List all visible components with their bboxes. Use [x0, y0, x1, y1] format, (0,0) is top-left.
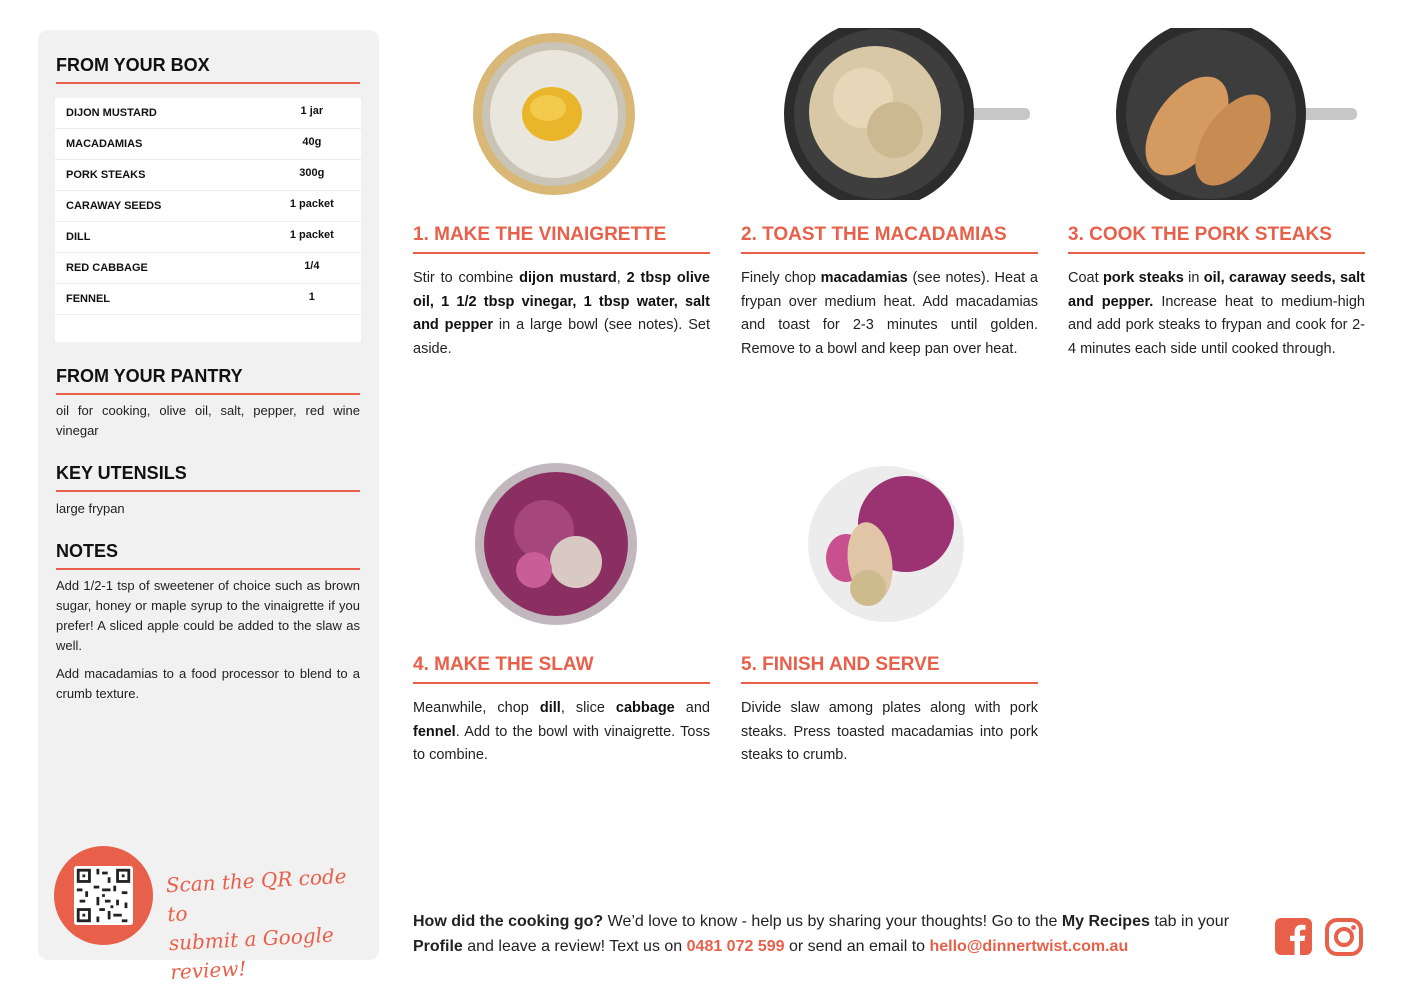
step-5-title: 5. FINISH AND SERVE: [741, 654, 1038, 684]
step-text-run: , slice: [560, 700, 616, 716]
step-bold-run: 2 tbsp olive oil, 1 1/2 tbsp vinegar, 1 tbsp water, salt and pepper: [413, 270, 710, 333]
note-2: Add macadamias to a food processor to blend to a crumb texture.: [56, 666, 360, 701]
step-text-run: . Add to the bowl with vinaigrette. Toss to combine.: [413, 723, 710, 763]
macadamias-frypan-photo: [783, 28, 1033, 200]
step-text-run: (see notes). Heat a frypan over medium heat. Add macadamias and toast for 2-3 minutes until golden. Remove to a bowl and keep pan over heat.: [741, 270, 1038, 357]
step-2-text: [741, 267, 1038, 361]
phone-link[interactable]: 0481 072 599: [686, 938, 785, 955]
facebook-icon[interactable]: [1275, 918, 1312, 955]
utensils-title: KEY UTENSILS: [56, 463, 360, 492]
box-item-name: DIJON MUSTARD: [66, 107, 157, 119]
step-bold-run: dijon mustard: [519, 270, 617, 286]
qr-caption: [165, 861, 371, 987]
step-text-run: Meanwhile, chop: [413, 700, 540, 716]
box-item-row: [55, 222, 361, 253]
step-bold-run: fennel: [413, 723, 456, 740]
step-text-run: ,: [616, 270, 627, 286]
step-text-run: and: [674, 700, 710, 716]
step-text-run: Finely chop: [741, 270, 821, 286]
qr-code-icon[interactable]: [74, 866, 133, 925]
box-item-name: DILL: [66, 231, 91, 243]
box-item-qty: 1: [308, 291, 315, 303]
step-bold-run: oil, caraway seeds, salt and pepper.: [1068, 270, 1365, 310]
box-ingredients-table: [55, 98, 361, 342]
feedback-footer: [413, 909, 1263, 959]
pantry-title: FROM YOUR PANTRY: [56, 366, 360, 395]
box-item-qty: 1 packet: [289, 229, 334, 241]
box-item-row: [55, 160, 361, 191]
utensils-text: large frypan: [56, 501, 125, 516]
step-text-run: Coat: [1068, 270, 1103, 286]
note-1: Add 1/2-1 tsp of sweetener of choice such as brown sugar, honey or maple syrup to the vinaigrette if you prefer! A sliced apple could be added to the slaw as well.: [56, 578, 360, 653]
email-link[interactable]: hello@dinnertwist.com.au: [929, 938, 1129, 955]
pantry-text: oil for cooking, olive oil, salt, pepper, red wine vinegar: [56, 403, 360, 438]
step-text-run: Stir to combine: [413, 270, 520, 286]
box-item-name: FENNEL: [66, 293, 110, 305]
qr-caption-line-1: Scan the QR code to: [165, 863, 348, 927]
footer-text-run: and leave a review! Text us on: [462, 938, 687, 955]
box-item-name: RED CABBAGE: [66, 262, 148, 274]
step-text-run: in a large bowl (see notes). Set aside.: [413, 317, 710, 357]
qr-caption-line-2: submit a Google review!: [168, 922, 335, 985]
box-item-row: [55, 129, 361, 160]
ingredients-sidebar: [38, 30, 379, 985]
vinaigrette-bowl-photo: [470, 30, 638, 198]
step-1-text: [413, 267, 710, 361]
step-text-run: Divide slaw among plates along with pork steaks. Press toasted macadamias into pork steaks to crumb.: [741, 700, 1038, 763]
box-item-qty: 1 jar: [300, 105, 324, 117]
box-item-qty: 300g: [299, 167, 325, 179]
box-item-name: PORK STEAKS: [66, 169, 146, 181]
step-bold-run: cabbage: [615, 700, 675, 716]
step-bold-run: macadamias: [820, 270, 908, 286]
pork-steaks-frypan-photo: [1115, 28, 1360, 200]
box-item-row: [55, 284, 361, 315]
step-1-title: 1. MAKE THE VINAIGRETTE: [413, 224, 710, 254]
step-bold-run: dill: [539, 700, 561, 716]
finished-dish-photo: [806, 458, 968, 626]
box-item-qty: 1/4: [304, 260, 320, 272]
footer-text-run: We’d love to know - help us by sharing your thoughts! Go to the: [603, 913, 1062, 930]
step-5-text: [741, 697, 1038, 768]
instagram-icon[interactable]: [1325, 918, 1363, 956]
slaw-bowl-photo: [474, 460, 638, 628]
notes-title: NOTES: [56, 541, 360, 570]
step-bold-run: pork steaks: [1102, 270, 1184, 286]
qr-badge: [54, 846, 153, 945]
step-4-text: [413, 697, 710, 768]
step-text-run: in: [1183, 270, 1204, 286]
box-item-name: CARAWAY SEEDS: [66, 200, 162, 212]
step-3-text: [1068, 267, 1365, 361]
step-3-title: 3. COOK THE PORK STEAKS: [1068, 224, 1365, 254]
box-item-qty: 1 packet: [289, 198, 334, 210]
step-2-title: 2. TOAST THE MACADAMIAS: [741, 224, 1038, 254]
from-box-title: FROM YOUR BOX: [56, 55, 360, 84]
footer-bold-run: Profile: [413, 938, 463, 955]
step-4-title: 4. MAKE THE SLAW: [413, 654, 710, 684]
footer-bold-run: How did the cooking go?: [413, 913, 604, 930]
box-item-row: [55, 191, 361, 222]
footer-text-run: tab in your: [1149, 913, 1230, 930]
box-item-row: [55, 253, 361, 284]
box-item-name: MACADAMIAS: [66, 138, 143, 150]
footer-bold-run: My Recipes: [1061, 913, 1150, 930]
box-item-qty: 40g: [302, 136, 322, 148]
box-item-row: [55, 98, 361, 129]
step-text-run: Increase heat to medium-high and add pork steaks to frypan and cook for 2-4 minutes each side until cooked through.: [1068, 293, 1365, 357]
footer-text-run: or send an email to: [784, 938, 930, 955]
